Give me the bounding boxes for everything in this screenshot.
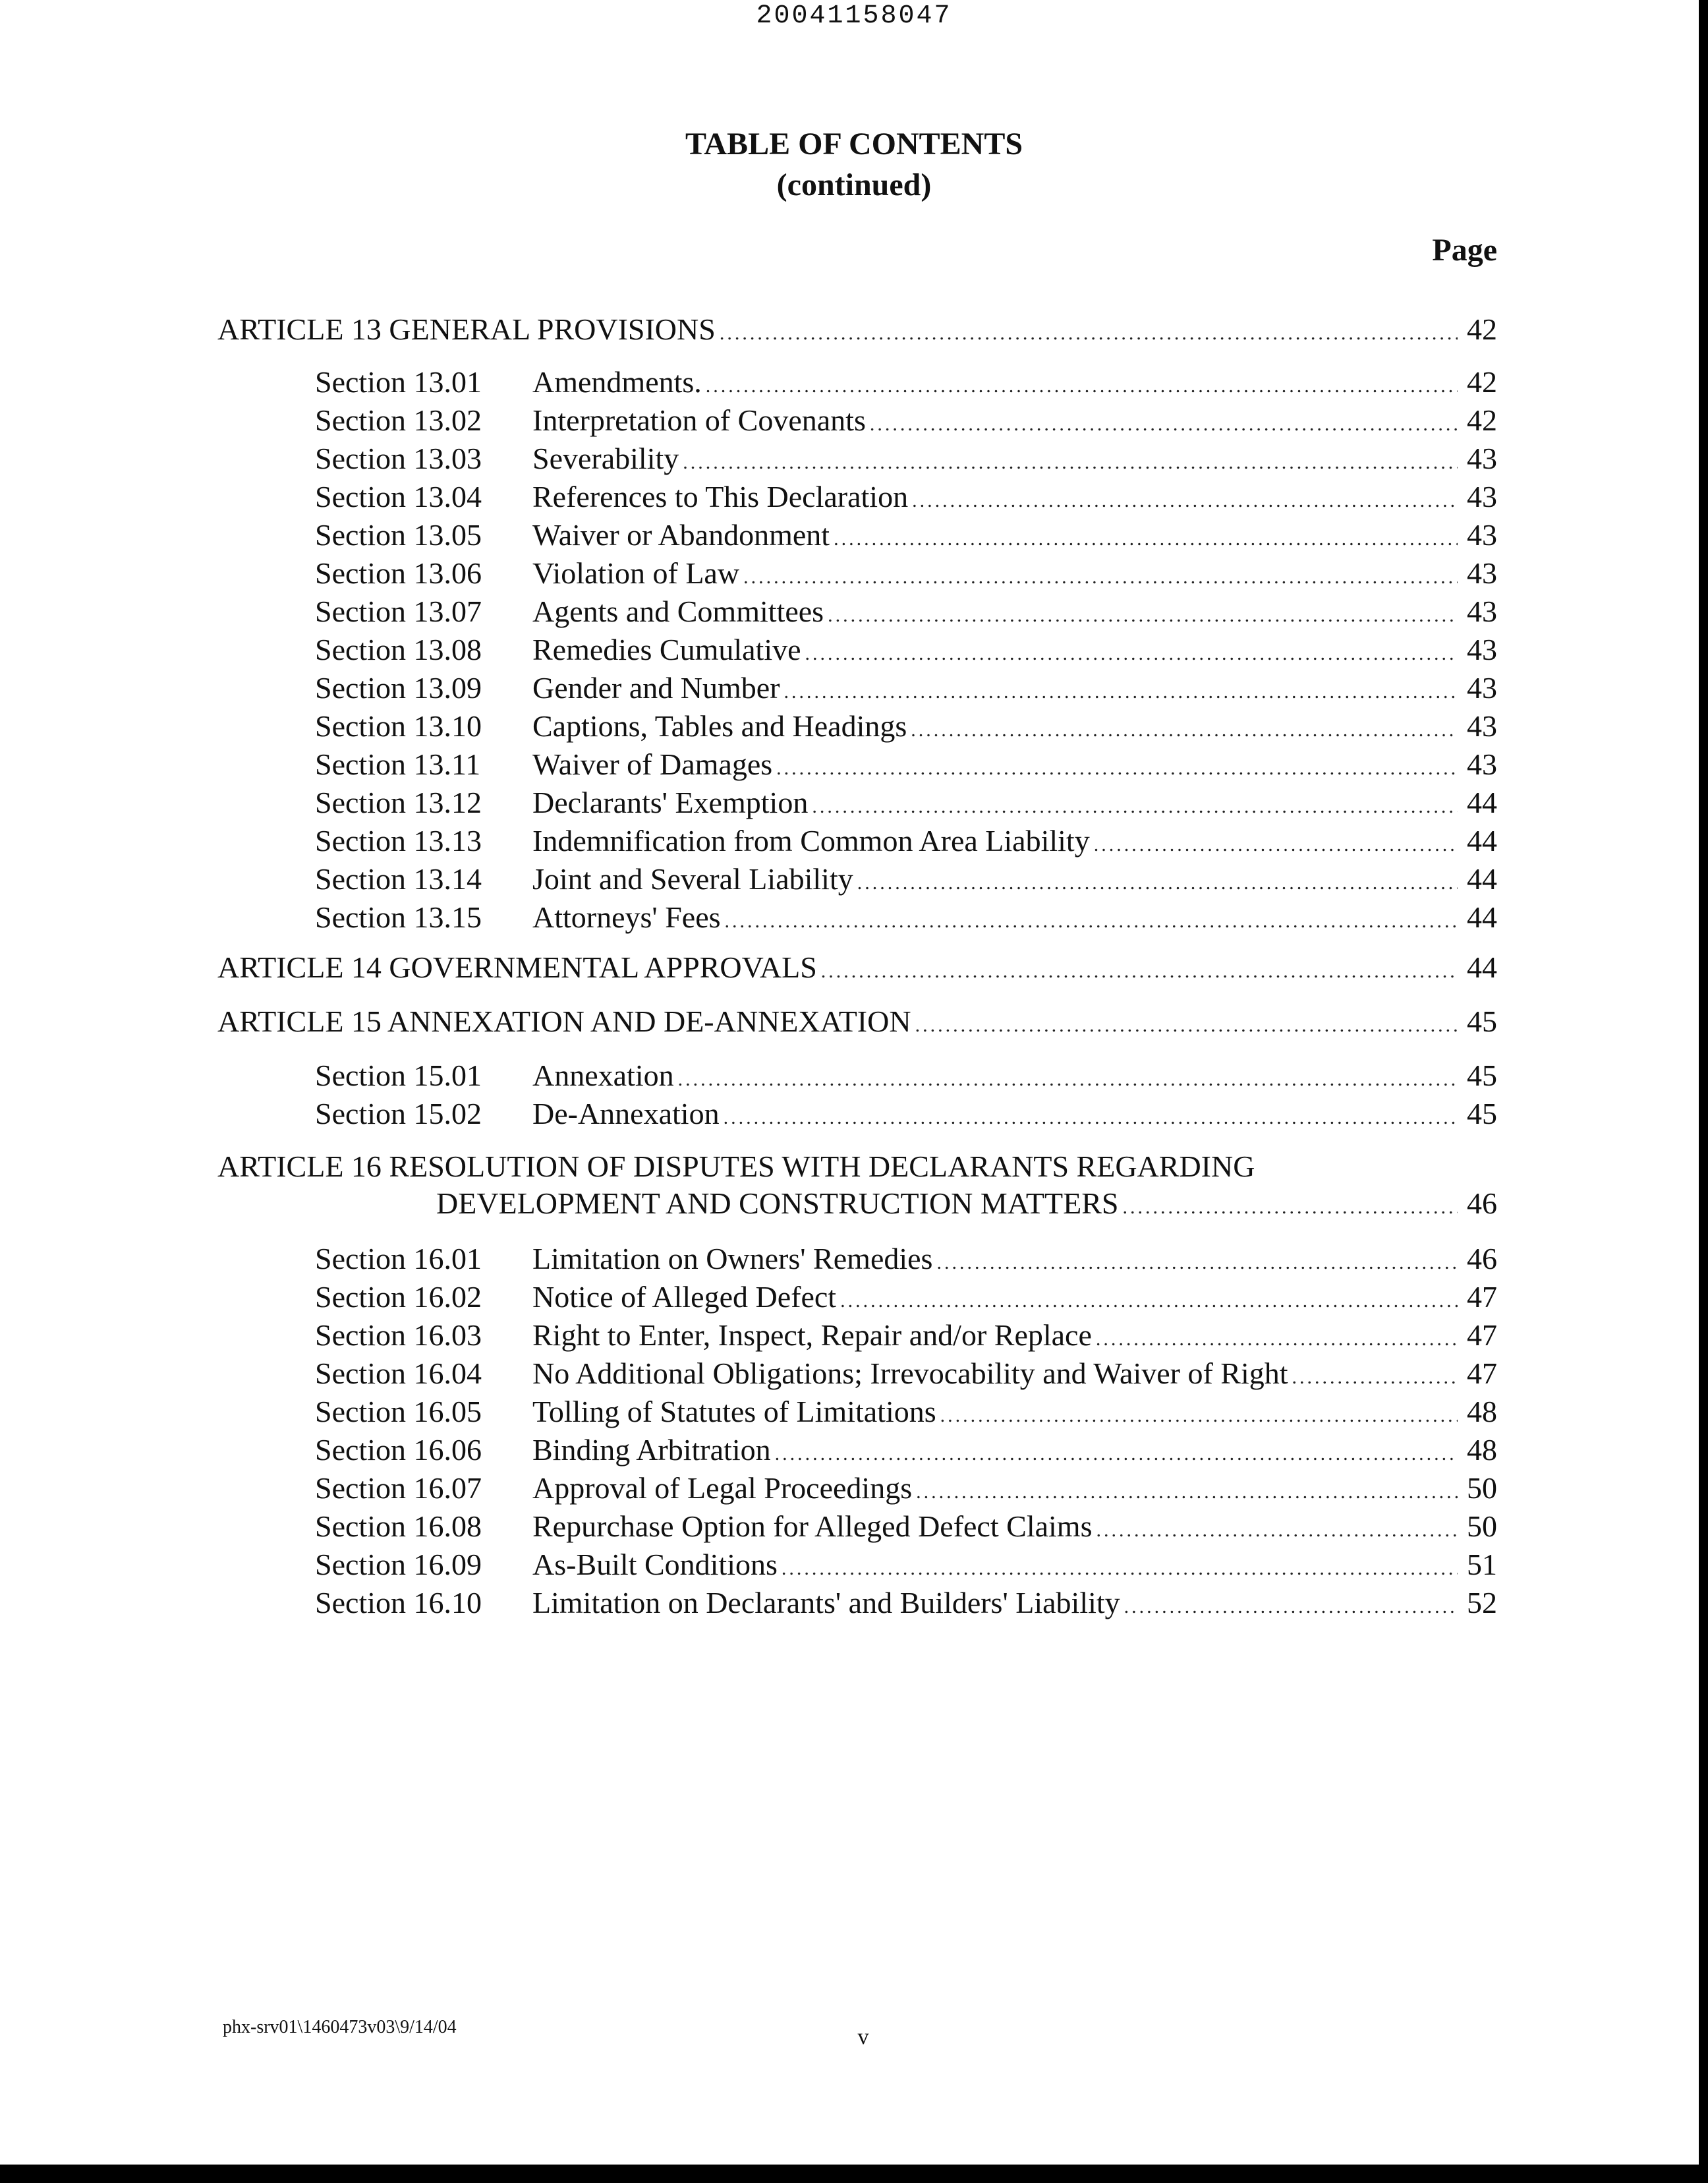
dot-leader (725, 903, 1458, 940)
dot-leader (1096, 1512, 1458, 1549)
dot-leader (775, 1436, 1458, 1472)
section-title: Agents and Committees (532, 595, 824, 628)
dot-leader (834, 521, 1458, 558)
section-number: Section 13.01 (315, 365, 482, 399)
page-number: 42 (1467, 403, 1497, 437)
section-title: Declarants' Exemption (532, 786, 809, 819)
page-number: 43 (1467, 747, 1497, 781)
section-title: Limitation on Owners' Remedies (532, 1242, 933, 1275)
section-title: Interpretation of Covenants (532, 403, 866, 437)
page-number: 44 (1467, 862, 1497, 896)
section-number: Section 16.02 (315, 1280, 482, 1314)
dot-leader (936, 1244, 1458, 1281)
toc-section[interactable] (315, 479, 1497, 519)
section-number: Section 16.10 (315, 1586, 482, 1619)
toc-section[interactable] (315, 1057, 1497, 1098)
section-title: As-Built Conditions (532, 1548, 778, 1581)
page-number: 47 (1467, 1318, 1497, 1352)
section-number: Section 16.09 (315, 1548, 482, 1581)
toc-section[interactable] (315, 1355, 1497, 1396)
toc-article-16[interactable] (217, 1148, 1497, 1226)
page-number: 44 (1467, 824, 1497, 858)
toc-section[interactable] (315, 1470, 1497, 1511)
toc-section[interactable] (315, 440, 1497, 481)
section-number: Section 16.01 (315, 1242, 482, 1275)
section-title: Severability (532, 442, 679, 475)
toc-article-13[interactable] (217, 311, 1497, 352)
section-title: Captions, Tables and Headings (532, 709, 907, 743)
page-number: 43 (1467, 671, 1497, 705)
section-title: Gender and Number (532, 671, 780, 705)
section-title: No Additional Obligations; Irrevocability and Waiver of Right (532, 1356, 1288, 1390)
section-title: Limitation on Declarants' and Builders' Liability (532, 1586, 1120, 1619)
toc-section[interactable] (315, 1095, 1497, 1136)
page-number: 43 (1467, 442, 1497, 475)
dot-leader (1094, 827, 1458, 863)
toc-section[interactable] (315, 899, 1497, 940)
page-number: 46 (1467, 1186, 1497, 1220)
toc-section[interactable] (315, 1546, 1497, 1587)
section-number: Section 13.07 (315, 595, 482, 628)
toc-section[interactable] (315, 1393, 1497, 1434)
dot-leader (776, 750, 1458, 787)
section-number: Section 13.06 (315, 556, 482, 590)
toc-section[interactable] (315, 670, 1497, 711)
page-number: 42 (1467, 312, 1497, 346)
section-number: Section 13.03 (315, 442, 482, 475)
subtitle-text: (continued) (776, 167, 932, 202)
section-title: Right to Enter, Inspect, Repair and/or Replace (532, 1318, 1092, 1352)
page-number: 52 (1467, 1586, 1497, 1619)
dot-leader (940, 1397, 1458, 1434)
page-number: 48 (1467, 1395, 1497, 1428)
page-number: 43 (1467, 595, 1497, 628)
toc-article-14[interactable] (217, 949, 1497, 990)
page-number: 43 (1467, 709, 1497, 743)
dot-leader (1292, 1359, 1458, 1396)
section-number: Section 13.05 (315, 518, 482, 552)
page-number: 47 (1467, 1280, 1497, 1314)
section-title: Indemnification from Common Area Liability (532, 824, 1090, 858)
section-number: Section 16.08 (315, 1509, 482, 1543)
section-title: References to This Declaration (532, 480, 909, 513)
toc-section[interactable] (315, 364, 1497, 405)
page-number: 43 (1467, 480, 1497, 513)
section-number: Section 16.07 (315, 1471, 482, 1505)
dot-leader (840, 1283, 1458, 1320)
dot-leader (805, 635, 1458, 672)
section-title: Notice of Alleged Defect (532, 1280, 837, 1314)
page-number: 45 (1467, 1004, 1497, 1038)
section-number: Section 15.01 (315, 1059, 482, 1092)
document-id: 20041158047 (756, 1, 952, 31)
toc-section[interactable] (315, 861, 1497, 902)
toc-section[interactable] (315, 1240, 1497, 1281)
dot-leader (720, 315, 1458, 352)
toc-section[interactable] (315, 784, 1497, 825)
section-number: Section 13.04 (315, 480, 482, 513)
toc-section[interactable] (315, 593, 1497, 634)
dot-leader (911, 712, 1458, 749)
page-column-header: Page (1432, 233, 1497, 268)
section-number: Section 13.13 (315, 824, 482, 858)
section-number: Section 16.06 (315, 1433, 482, 1467)
toc-section[interactable] (315, 1585, 1497, 1625)
toc-section[interactable] (315, 1279, 1497, 1320)
section-title: Approval of Legal Proceedings (532, 1471, 913, 1505)
section-number: Section 13.02 (315, 403, 482, 437)
dot-leader (916, 1474, 1458, 1511)
footer-file-reference: phx-srv01\1460473v03\9/14/04 (223, 2017, 457, 2037)
section-title: Attorneys' Fees (532, 900, 721, 934)
section-title: Remedies Cumulative (532, 633, 801, 666)
dot-leader (724, 1099, 1458, 1136)
toc-section[interactable] (315, 1317, 1497, 1358)
page-number: 51 (1467, 1548, 1497, 1581)
page-number: 42 (1467, 365, 1497, 399)
section-title: Repurchase Option for Alleged Defect Claims (532, 1509, 1093, 1543)
page-number: 48 (1467, 1433, 1497, 1467)
toc-section[interactable] (315, 1432, 1497, 1472)
toc-section[interactable] (315, 823, 1497, 863)
toc-section[interactable] (315, 517, 1497, 558)
dot-leader (784, 674, 1458, 711)
page-number: 50 (1467, 1509, 1497, 1543)
title-text: TABLE OF CONTENTS (685, 127, 1023, 161)
article-title: ARTICLE 14 GOVERNMENTAL APPROVALS (217, 950, 817, 984)
footer-page-number: v (857, 2025, 869, 2049)
dot-leader (857, 865, 1458, 902)
page-number: 43 (1467, 633, 1497, 666)
page-number: 46 (1467, 1242, 1497, 1275)
toc-section[interactable] (315, 555, 1497, 596)
section-title: De-Annexation (532, 1097, 720, 1130)
page-number: 45 (1467, 1059, 1497, 1092)
toc-section[interactable] (315, 631, 1497, 672)
section-number: Section 16.03 (315, 1318, 482, 1352)
section-number: Section 13.09 (315, 671, 482, 705)
section-title: Waiver or Abandonment (532, 518, 830, 552)
dot-leader (870, 406, 1458, 443)
section-number: Section 13.10 (315, 709, 482, 743)
page-number: 44 (1467, 900, 1497, 934)
dot-leader (1122, 1189, 1458, 1226)
page-number: 44 (1467, 950, 1497, 984)
section-number: Section 15.02 (315, 1097, 482, 1130)
toc-section[interactable] (315, 746, 1497, 787)
toc-section[interactable] (315, 402, 1497, 443)
dot-leader (912, 482, 1458, 519)
dot-leader (915, 1007, 1458, 1044)
dot-leader (743, 559, 1458, 596)
page-number: 44 (1467, 786, 1497, 819)
article-title-line1: ARTICLE 16 RESOLUTION OF DISPUTES WITH DECLARANTS REGARDING (217, 1150, 1255, 1183)
page-number: 47 (1467, 1356, 1497, 1390)
section-number: Section 13.11 (315, 747, 481, 781)
dot-leader (683, 444, 1458, 481)
section-number: Section 16.04 (315, 1356, 482, 1390)
article-title: ARTICLE 13 GENERAL PROVISIONS (217, 312, 716, 346)
dot-leader (812, 788, 1458, 825)
section-number: Section 13.08 (315, 633, 482, 666)
page-number: 50 (1467, 1471, 1497, 1505)
toc-article-15[interactable] (217, 1003, 1497, 1044)
dot-leader (821, 953, 1458, 990)
section-title: Waiver of Damages (532, 747, 773, 781)
dot-leader (706, 368, 1458, 405)
section-number: Section 13.14 (315, 862, 482, 896)
dot-leader (1096, 1321, 1458, 1358)
dot-leader (828, 597, 1458, 634)
toc-section[interactable] (315, 1508, 1497, 1549)
page-number: 43 (1467, 556, 1497, 590)
section-number: Section 13.15 (315, 900, 482, 934)
dot-leader (782, 1550, 1458, 1587)
dot-leader (1124, 1588, 1458, 1625)
dot-leader (678, 1061, 1458, 1098)
article-title: ARTICLE 15 ANNEXATION AND DE-ANNEXATION (217, 1004, 911, 1038)
section-title: Annexation (532, 1059, 674, 1092)
article-title-line2-row (217, 1185, 1497, 1226)
section-number: Section 13.12 (315, 786, 482, 819)
section-number: Section 16.05 (315, 1395, 482, 1428)
toc-section[interactable] (315, 708, 1497, 749)
section-title: Amendments. (532, 365, 702, 399)
page-number: 45 (1467, 1097, 1497, 1130)
section-title: Joint and Several Liability (532, 862, 853, 896)
page-number: 43 (1467, 518, 1497, 552)
article-title-line2: DEVELOPMENT AND CONSTRUCTION MATTERS (436, 1186, 1119, 1220)
section-title: Violation of Law (532, 556, 740, 590)
section-title: Binding Arbitration (532, 1433, 771, 1467)
section-title: Tolling of Statutes of Limitations (532, 1395, 936, 1428)
